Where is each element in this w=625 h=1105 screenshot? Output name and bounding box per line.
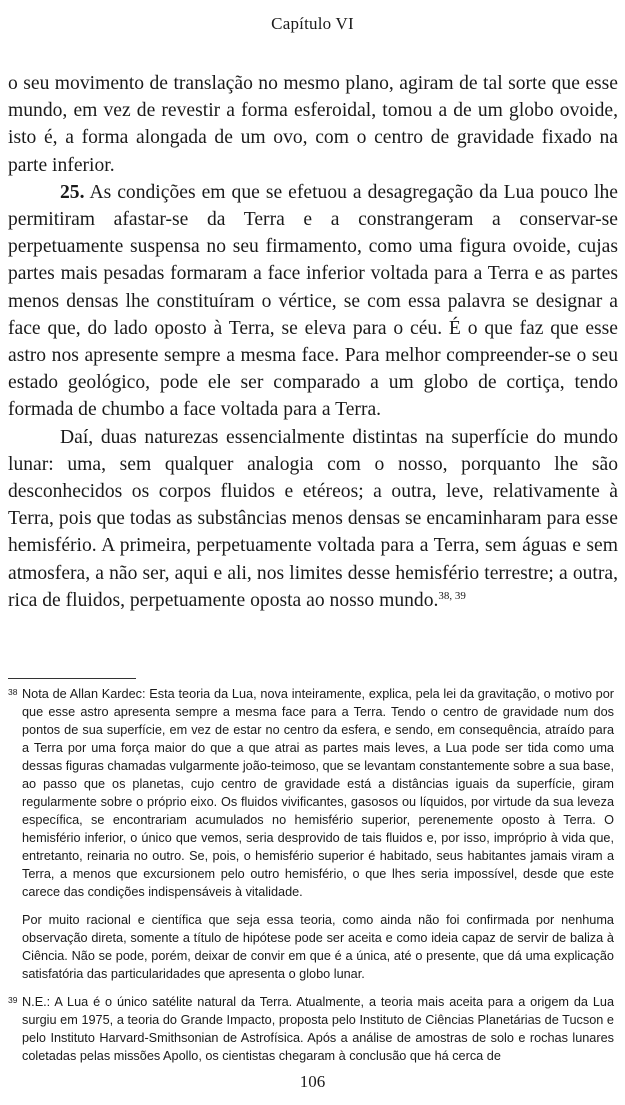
footnote-39-marker: 39 (8, 995, 18, 1005)
running-head-chapter: Capítulo VI (271, 14, 354, 33)
footnote-39 (8, 993, 614, 1065)
footnote-38-text: Nota de Allan Kardec: Esta teoria da Lua, nova inteiramente, explica, pela lei da gravitação, o motivo por que esse astro apresenta sempre a mesma face para a Terra. Tendo o centro de gravidade num dos pontos de sua superfície, em vez de estar no centro da esfera, e sendo, em consequência, atraído para a Terra por uma força maior do que a que atrai as partes mais leves, a Lua pode ser tida como uma dessas figuras chamadas vulgarmente joão-teimoso, que se levantam constantemente sobre a sua base, ao passo que os planetas, cujo centro de gravidade está a distâncias iguais da superfície, giram regularmente sobre o próprio eixo. Os fluidos vivificantes, gasosos ou líquidos, por virtude da sua leveza específica, se encontrariam acumulados no hemisfério superior, perenemente oposto à Terra. O hemisfério inferior, o único que vemos, seria desprovido de tais fluidos e, por isso, impróprio à vida que, entretanto, reinaria no outro. Se, pois, o hemisfério superior é habitado, seus habitantes jamais viram a Terra, a menos que excursionem pelo outro hemisfério, o que lhes seria impossível, desde que este carece das condições indispensáveis à vitalidade. (22, 687, 614, 899)
footnote-rule (8, 678, 136, 679)
paragraph-section-25-text: As condições em que se efetuou a desagregação da Lua pouco lhe permitiram afastar-se da Terra e a constrangeram a conservar-se perpetuamente suspensa no seu firmamento, como uma figura ovoide, cujas partes mais pesadas formaram a face inferior voltada para a Terra e as partes menos densas lhe constituíram o vértice, se com essa palavra se designar a face que, do lado oposto à Terra, se eleva para o céu. É o que faz que esse astro nos apresente sempre a mesma face. Para melhor compreender-se o seu estado geológico, pode ele ser comparado a um globo de cortiça, tendo formada de chumbo a face voltada para a Terra. (8, 181, 618, 421)
footnote-39-text: N.E.: A Lua é o único satélite natural da Terra. Atualmente, a teoria mais aceita para a origem da Lua surgiu em 1975, a teoria do Grande Impacto, proposta pelo Instituto de Ciências Planetárias de Tucson e pelo Instituto Harvard-Smithsonian de Astrofísica. Após a análise de amostras de solo e rochas lunares coletadas pelas missões Apollo, os cientistas chegaram à conclusão que há cerca de (22, 995, 614, 1063)
paragraph-two-natures-text: Daí, duas naturezas essencialmente distintas na superfície do mundo lunar: uma, sem qualquer analogia com o nosso, porquanto lhe são desconhecidos os corpos fluidos e etéreos; a outra, leve, relativamente à Terra, pois que todas as substâncias menos densas se encaminharam para esse hemisfério. A primeira, perpetuamente voltada para a Terra, sem águas e sem atmosfera, a não ser, aqui e ali, nos limites desse hemisfério terrestre; a outra, rica de fluidos, perpetuamente oposta ao nosso mundo. (8, 426, 618, 611)
footnote-38-continuation: Por muito racional e científica que seja essa teoria, como ainda não foi confirmada por nenhuma observação direta, somente a título de hipótese pode ser aceita e como ideia capaz de servir de baliza à Ciência. Não se pode, porém, deixar de convir em que é a única, até o presente, que dá uma explicação satisfatória das particularidades que apresenta o globo lunar. (22, 913, 614, 981)
footnote-38 (8, 685, 614, 901)
paragraph-section-25 (8, 179, 618, 424)
footnote-reference: 38, 39 (438, 589, 466, 602)
section-number: 25. (60, 181, 85, 203)
main-text (8, 70, 618, 614)
page-number: 106 (299, 1072, 326, 1091)
footnotes (8, 685, 614, 1065)
footnote-38-marker: 38 (8, 687, 18, 697)
paragraph-two-natures (8, 424, 618, 614)
paragraph-continuation: o seu movimento de translação no mesmo plano, agiram de tal sorte que esse mundo, em vez de revestir a forma esferoidal, tomou a de um globo ovoide, isto é, a forma alongada de um ovo, com o centro de gravidade fixado na parte inferior. (8, 73, 618, 176)
